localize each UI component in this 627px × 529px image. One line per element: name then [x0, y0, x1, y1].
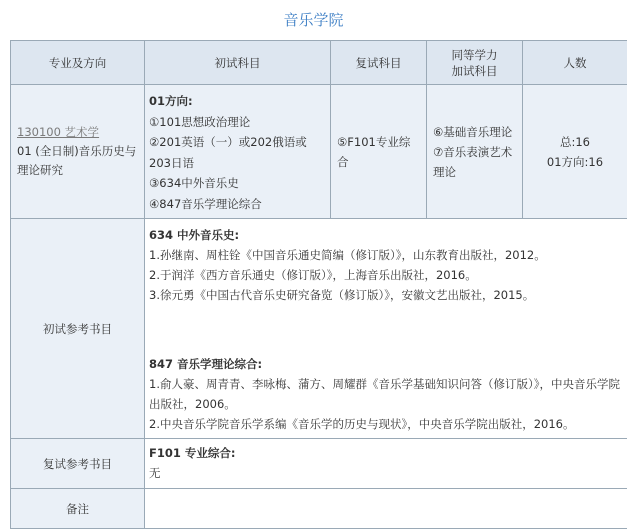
- count-direction: 01方向:16: [523, 152, 627, 172]
- second-ref-heading: F101 专业综合:: [149, 443, 621, 463]
- count-cell: [523, 85, 627, 219]
- ref-book-item: 1.孙继南、周柱铨《中国音乐通史简编（修订版）》，山东教育出版社，2012。: [149, 245, 621, 265]
- direction-label: 01方向:: [149, 91, 324, 112]
- second-ref-label: 复试参考书目: [11, 439, 145, 489]
- ref-books-cell: [145, 219, 627, 439]
- second-ref-value: 无: [149, 463, 621, 483]
- first-exam-item: ③634中外音乐史: [149, 173, 324, 194]
- ref-book-heading: 847 音乐学理论综合:: [149, 354, 621, 374]
- header-equiv-line1: 同等学力: [427, 47, 522, 63]
- first-exam-item: ④847音乐学理论综合: [149, 194, 324, 215]
- major-code-link[interactable]: 130100 艺术学: [17, 123, 138, 142]
- ref-books-label: 初试参考书目: [11, 219, 145, 439]
- count-total: 总:16: [523, 132, 627, 152]
- major-desc: 01 (全日制)音乐历史与理论研究: [17, 142, 138, 180]
- header-second-exam: 复试科目: [331, 41, 427, 85]
- program-table: [10, 40, 627, 529]
- ref-book-item: 1.俞人豪、周青青、李咏梅、蒲方、周耀群《音乐学基础知识问答（修订版）》，中央音乐学院出版社，2006。: [149, 374, 621, 414]
- major-cell: [11, 85, 145, 219]
- ref-book-item: 2.于润洋《西方音乐通史（修订版）》，上海音乐出版社，2016。: [149, 265, 621, 285]
- first-exam-item: ②201英语（一）或202俄语或203日语: [149, 132, 324, 173]
- header-equiv-exam: [427, 41, 523, 85]
- header-first-exam: 初试科目: [145, 41, 331, 85]
- page-title: 音乐学院: [0, 0, 627, 40]
- header-count: 人数: [523, 41, 627, 85]
- note-cell: [145, 489, 627, 529]
- first-exam-item: ①101思想政治理论: [149, 112, 324, 133]
- second-ref-cell: [145, 439, 627, 489]
- first-exam-cell: [145, 85, 331, 219]
- equiv-exam-item: ⑥基础音乐理论: [433, 122, 516, 142]
- ref-book-item: 3.徐元勇《中国古代音乐史研究备览（修订版）》，安徽文艺出版社，2015。: [149, 285, 621, 305]
- ref-book-item: 2.中央音乐学院音乐学系编《音乐学的历史与现状》，中央音乐学院出版社，2016。: [149, 414, 621, 434]
- second-exam-cell: ⑤F101专业综合: [331, 85, 427, 219]
- note-label: 备注: [11, 489, 145, 529]
- header-major: 专业及方向: [11, 41, 145, 85]
- ref-book-heading: 634 中外音乐史:: [149, 225, 621, 245]
- header-equiv-line2: 加试科目: [427, 63, 522, 79]
- equiv-exam-cell: [427, 85, 523, 219]
- equiv-exam-item: ⑦音乐表演艺术理论: [433, 142, 516, 182]
